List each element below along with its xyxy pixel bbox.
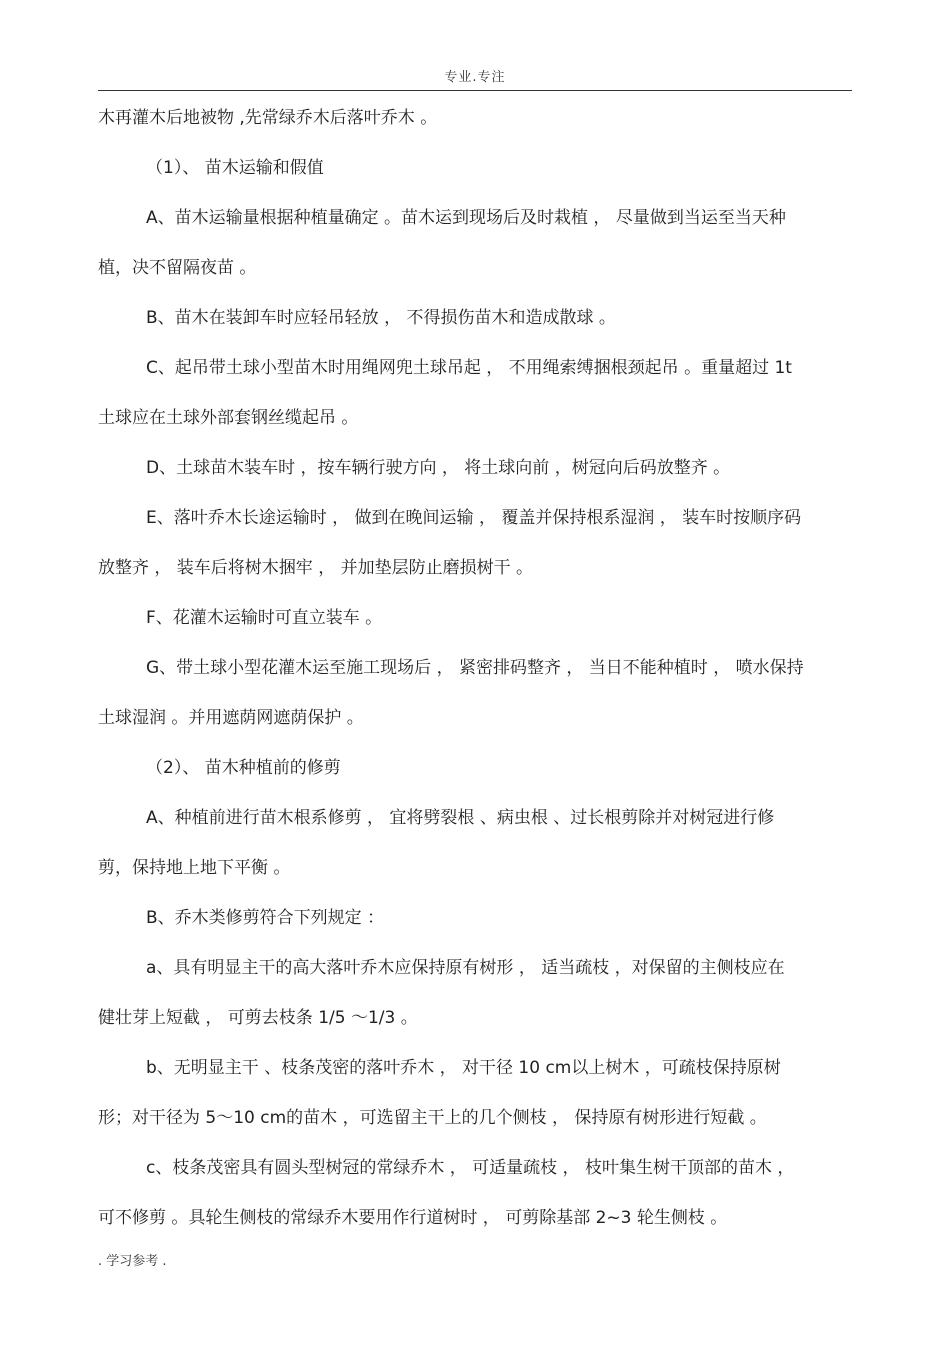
body-line-22: c、枝条茂密具有圆头型树冠的常绿乔木 ， 可适量疏枝 ， 枝叶集生树干顶部的苗木 ，	[146, 1158, 795, 1178]
body-line-1: 木再灌木后地被物 ,先常绿乔木后落叶乔木 。	[98, 108, 438, 128]
body-line-6: C、起吊带土球小型苗木时用绳网兜土球吊起 ， 不用绳索缚捆根颈起吊 。重量超过 1t	[146, 358, 792, 378]
body-line-13: 土球湿润 。并用遮荫网遮荫保护 。	[98, 708, 364, 728]
header-divider	[98, 90, 852, 91]
body-line-21: 形；对干径为 5～10 cm的苗木 ，可选留主干上的几个侧枝 ， 保持原有树形进行短截 。	[98, 1108, 767, 1128]
body-line-18: a、具有明显主干的高大落叶乔木应保持原有树形 ， 适当疏枝 ，对保留的主侧枝应在	[146, 958, 785, 978]
body-line-19: 健壮芽上短截 ， 可剪去枝条 1/5 ～1/3 。	[98, 1008, 418, 1028]
body-line-3: A、苗木运输量根据种植量确定 。苗木运到现场后及时栽植 ， 尽量做到当运至当天种	[146, 208, 786, 228]
body-line-15: A、种植前进行苗木根系修剪 ， 宜将劈裂根 、病虫根 、过长根剪除并对树冠进行修	[146, 808, 775, 828]
body-line-23: 可不修剪 。具轮生侧枝的常绿乔木要用作行道树时 ， 可剪除基部 2~3 轮生侧枝 。	[98, 1208, 728, 1228]
body-line-10: 放整齐 ， 装车后将树木捆牢 ， 并加垫层防止磨损树干 。	[98, 558, 534, 578]
body-line-9: E、落叶乔木长途运输时 ， 做到在晚间运输 ， 覆盖并保持根系湿润 ， 装车时按顺序码	[146, 508, 802, 528]
body-line-8: D、土球苗木装车时 ，按车辆行驶方向 ， 将土球向前 ，树冠向后码放整齐 。	[146, 458, 731, 478]
body-line-17: B、乔木类修剪符合下列规定 ：	[146, 908, 385, 928]
body-line-7: 土球应在土球外部套钢丝缆起吊 。	[98, 408, 359, 428]
body-line-5: B、苗木在装卸车时应轻吊轻放 ， 不得损伤苗木和造成散球 。	[146, 308, 616, 328]
section-heading-1: （1）、 苗木运输和假值	[146, 158, 324, 178]
body-line-11: F、花灌木运输时可直立装车 。	[146, 608, 383, 628]
body-line-12: G、带土球小型花灌木运至施工现场后 ， 紧密排码整齐 ， 当日不能种植时 ， 喷水保持	[146, 658, 804, 678]
body-line-16: 剪，保持地上地下平衡 。	[98, 858, 291, 878]
section-heading-2: （2）、 苗木种植前的修剪	[146, 758, 341, 778]
body-line-4: 植，决不留隔夜苗 。	[98, 258, 257, 278]
page-header: 专业.专注	[444, 70, 506, 85]
page-footer: . 学习参考 .	[98, 1254, 167, 1269]
body-line-20: b、无明显主干 、枝条茂密的落叶乔木 ， 对干径 10 cm以上树木 ，可疏枝保持原树	[146, 1058, 781, 1078]
